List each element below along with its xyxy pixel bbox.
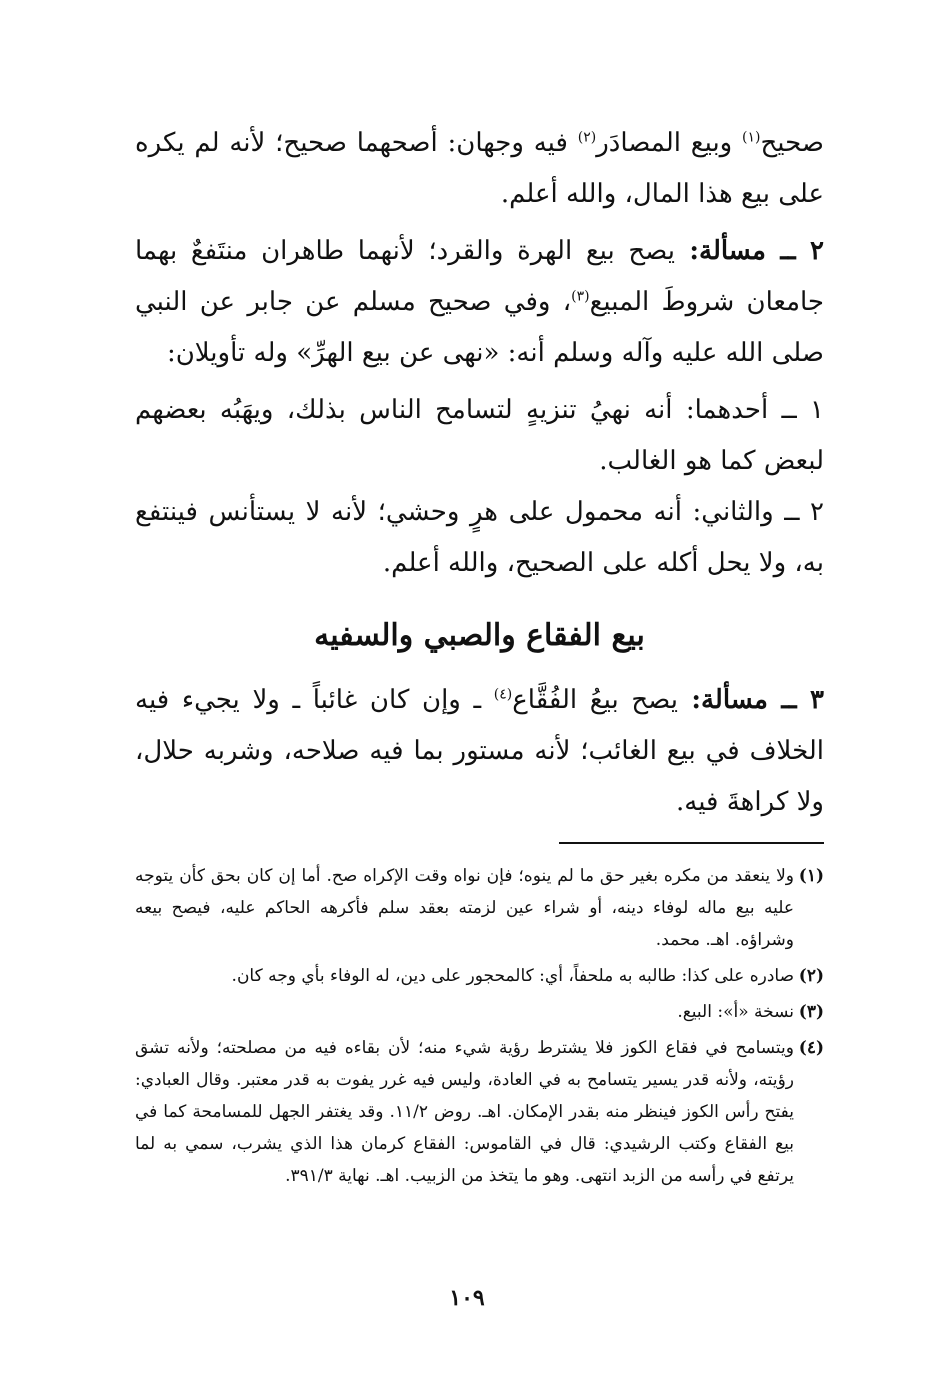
footnote-3-number: (٣) bbox=[798, 1002, 824, 1022]
paragraph-1-text-b: وبيع المصادَر bbox=[596, 128, 743, 158]
footnote-1-text: ولا ينعقد من مكره بغير حق ما لم ينوه؛ فإن نواه وقت الإكراه صح. أما إن كان بحق كأن يتوجه عليه بيع ماله لوفاء دينه، أو شراء عين لزمته بعقد سلم فأكرهه الحاكم عليه، فيصح بيعه وشراؤه. اهـ. محمد. bbox=[135, 866, 794, 950]
page-body bbox=[135, 118, 824, 1196]
footnote-divider bbox=[559, 842, 824, 844]
issue-2-paragraph bbox=[135, 226, 824, 379]
interpretation-2: ٢ ــ والثاني: أنه محمول على هرٍ وحشي؛ لأنه لا يستأنس فينتفع به، ولا يحل أكله على الصحيح، والله أعلم. bbox=[135, 497, 824, 578]
issue-2-text-a: يصح بيع الهرة والقرد؛ لأنهما طاهران منتَفعٌ بهما جامعان شروطَ المبيع bbox=[135, 236, 824, 317]
issue-3-paragraph bbox=[135, 675, 824, 828]
footnote-ref-4[interactable]: (٤) bbox=[493, 686, 513, 703]
footnote-2 bbox=[135, 960, 824, 992]
issue-3-label: ٣ ــ مسألة: bbox=[677, 685, 824, 715]
footnote-2-text: صادره على كذا: طالبه به ملحفاً، أي: كالمحجور على دين، له الوفاء بأي وجه كان. bbox=[231, 966, 794, 986]
footnote-4-number: (٤) bbox=[798, 1038, 824, 1058]
footnote-ref-1[interactable]: (١) bbox=[742, 129, 761, 146]
section-heading: بيع الفقاع والصبي والسفيه bbox=[314, 618, 645, 653]
issue-2-label: ٢ ــ مسألة: bbox=[674, 236, 824, 266]
footnote-3 bbox=[135, 996, 824, 1028]
footnote-1-number: (١) bbox=[798, 866, 824, 886]
interpretation-1: ١ ــ أحدهما: أنه نهيُ تنزيهٍ لتسامح الناس بذلك، ويهَبُه بعضهم لبعض كما هو الغالب. bbox=[135, 395, 824, 476]
footnote-2-number: (٢) bbox=[798, 966, 824, 986]
footnote-ref-2[interactable]: (٢) bbox=[577, 129, 597, 146]
footnote-ref-3[interactable]: (٣) bbox=[571, 288, 590, 305]
issue-2-text-b: ، وفي صحيح مسلم عن جابر عن النبي صلى الله عليه وآله وسلم أنه: «نهى عن بيع الهرِّ» وله تأويلان: bbox=[135, 287, 824, 368]
paragraph-1 bbox=[135, 118, 824, 220]
issue-3-text-b: ـ وإن كان غائباً ـ ولا يجيء فيه الخلاف في بيع الغائب؛ لأنه مستور بما فيه صلاحه، وشربه حلال، ولا كراهةَ فيه. bbox=[135, 685, 824, 817]
footnote-4-text: ويتسامح في فقاع الكوز فلا يشترط رؤية شيء منه؛ لأن بقاءه فيه من مصلحته؛ ولأنه تشق رؤيته، ولأنه قدر يسير يتسامح به في العادة، وليس فيه غرر يفوت به قدر معتبر. وقال العبادي: يفتح رأس الكوز فينظر منه بقدر الإمكان. اهـ. روض ١١/٢. وقد يغتفر الجهل للمسامحة كما في بيع الفقاع وكتب الرشيدي: قال في القاموس: الفقاع كرمان هذا الذي يشرب، سمي به لما يرتفع في رأسه من الزبد انتهى. وهو ما يتخذ من الزبيب. اهـ. نهاية ٣٩١/٣. bbox=[135, 1038, 794, 1186]
paragraph-1-text-c: فيه وجهان: أصحهما صحيح؛ لأنه لم يكره على بيع هذا المال، والله أعلم. bbox=[135, 128, 824, 209]
issue-3-text-a: يصح بيعُ الفُقَّاع bbox=[512, 685, 678, 715]
footnote-4 bbox=[135, 1032, 824, 1192]
footnote-1 bbox=[135, 860, 824, 956]
page-number: ١٠٩ bbox=[449, 1285, 485, 1311]
footnote-3-text: نسخة «أ»: البيع. bbox=[677, 1002, 794, 1022]
paragraph-1-text-a: صحيح bbox=[760, 128, 824, 158]
